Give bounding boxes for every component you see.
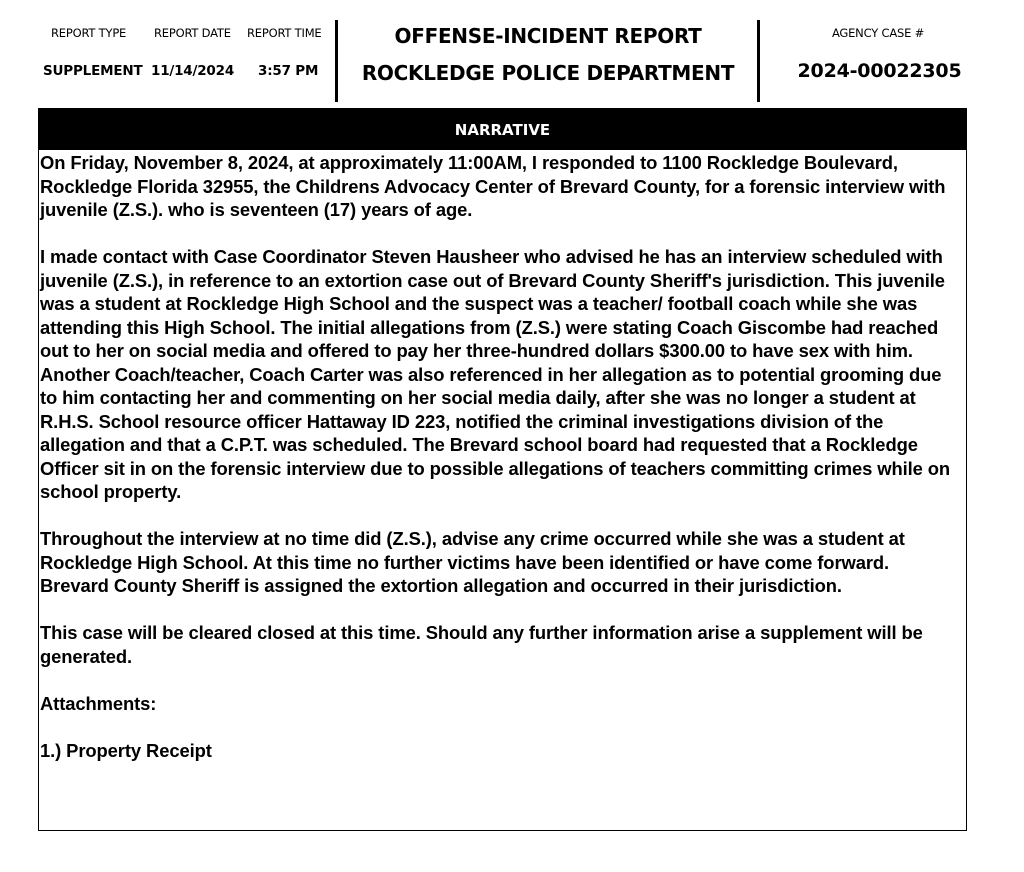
narrative-paragraph: I made contact with Case Coordinator Steven Hausheer who advised he has an interview scheduled with juvenile (Z.S.), in reference to an extortion case out of Brevard County Sheriff's jurisdiction. This juvenile was a student at Rockledge High School and the suspect was a teacher/ football coach while she was attending this High School. The initial allegations from (Z.S.) were stating Coach Giscombe had reached out to her on social media and offered to pay her three-hundred dollars $300.00 to have sex with him. Another Coach/teacher, Coach Carter was also referenced in her allegation as to potential grooming due to him contacting her and commenting on her social media daily, after she was no longer a student at R.H.S. School resource officer Hattaway ID 223, notified the criminal investigations division of the allegation and that a C.P.T. was scheduled. The Brevard school board had requested that a Rockledge Officer sit in on the forensic interview due to possible allegations of teachers committing crimes while on school property. xyxy=(40,246,951,502)
narrative-section xyxy=(38,108,967,831)
header-divider-right xyxy=(757,20,760,102)
narrative-body xyxy=(39,150,966,762)
narrative-heading: NARRATIVE xyxy=(39,109,966,150)
department-name: ROCKLEDGE POLICE DEPARTMENT xyxy=(361,61,735,85)
agency-case-label: AGENCY CASE # xyxy=(831,26,925,40)
report-time-label: REPORT TIME xyxy=(247,26,322,40)
report-title: OFFENSE-INCIDENT REPORT xyxy=(394,24,702,48)
narrative-paragraph: Throughout the interview at no time did (Z.S.), advise any crime occurred while she was a student at Rockledge High School. At this time no further victims have been identified or have come forward. Brevard County Sheriff is assigned the extortion allegation and occurred in their jurisdiction. xyxy=(40,528,905,596)
report-date-label: REPORT DATE xyxy=(154,26,231,40)
narrative-paragraph: This case will be cleared closed at this time. Should any further information arise a supplement will be generated. xyxy=(40,622,923,667)
narrative-paragraph: On Friday, November 8, 2024, at approximately 11:00AM, I responded to 1100 Rockledge Boulevard, Rockledge Florida 32955, the Childrens Advocacy Center of Brevard County, for a forensic interview with juvenile (Z.S.). who is seventeen (17) years of age. xyxy=(40,152,946,220)
attachment-item: 1.) Property Receipt xyxy=(40,739,212,761)
report-type-value: SUPPLEMENT xyxy=(43,63,143,79)
report-header xyxy=(0,0,1024,104)
attachments-heading: Attachments: xyxy=(40,692,157,714)
agency-case-value: 2024-00022305 xyxy=(797,60,962,82)
report-date-value: 11/14/2024 xyxy=(151,63,235,79)
report-time-value: 3:57 PM xyxy=(258,63,319,79)
report-type-label: REPORT TYPE xyxy=(51,26,127,40)
header-divider-left xyxy=(335,20,338,102)
